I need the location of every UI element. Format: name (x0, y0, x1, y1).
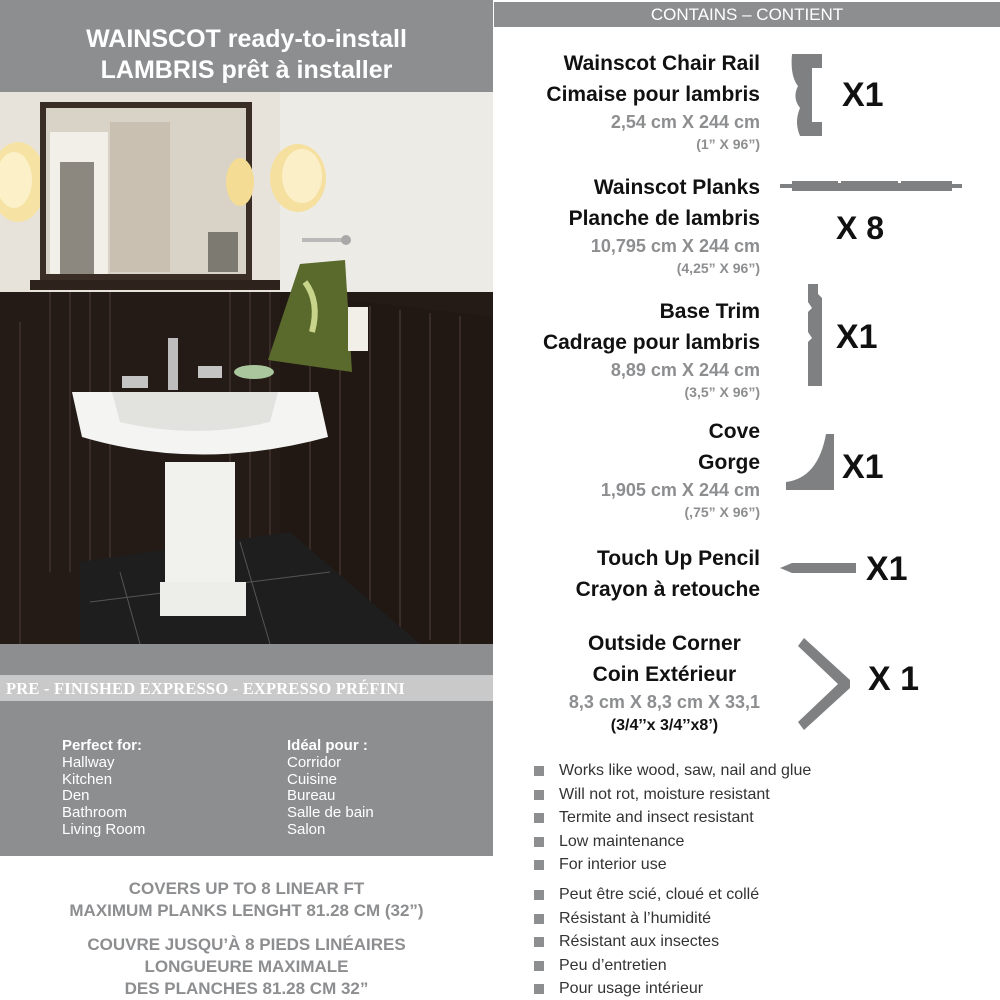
uses-item: Living Room (62, 820, 146, 838)
features-list-en (533, 759, 811, 877)
feature-item: For interior use (533, 853, 811, 877)
header-brand-en: WAINSCOT (86, 25, 221, 53)
coverage-en-line-1: COVERS UP TO 8 LINEAR FT (128, 879, 365, 898)
bathroom-illustration (0, 92, 493, 644)
item-name-fr: Gorge (698, 451, 760, 474)
header-tagline-fr: prêt à installer (221, 56, 393, 84)
uses-item: Corridor (287, 753, 342, 771)
item-cove (601, 416, 760, 522)
uses-item: Den (62, 787, 90, 805)
item-qty: X1 (866, 550, 908, 588)
uses-list-en (62, 738, 145, 839)
item-name-fr: Cimaise pour lambris (546, 83, 760, 106)
item-touch-up-pencil (576, 543, 760, 605)
feature-item: Low maintenance (533, 830, 811, 854)
item-name-fr: Planche de lambris (568, 207, 760, 230)
product-header (0, 0, 493, 92)
item-planks (569, 172, 760, 278)
coverage-en (0, 878, 493, 922)
coverage-fr-line-3: DES PLANCHES 81.28 CM 32” (124, 979, 369, 998)
uses-item: Kitchen (62, 770, 113, 788)
item-size-imperial: (4,25” X 96”) (676, 260, 760, 276)
feature-item: Peu d’entretien (533, 954, 759, 978)
item-size-metric: 8,89 cm X 244 cm (610, 360, 760, 380)
uses-item: Salon (287, 820, 326, 838)
outside-corner-profile-icon (798, 636, 854, 732)
coverage-fr-line-1: COUVRE JUSQU’À 8 PIEDS LINÉAIRES (87, 935, 406, 954)
item-size-metric: 1,905 cm X 244 cm (600, 480, 760, 500)
item-base-trim (543, 296, 760, 402)
uses-item: Cuisine (287, 770, 338, 788)
features-list-fr (533, 883, 759, 1000)
item-chair-rail (546, 48, 760, 154)
finish-title-bar (0, 675, 493, 701)
item-size-imperial: (1” X 96”) (696, 136, 760, 152)
feature-item: Résistant à l’humidité (533, 907, 759, 931)
item-size-imperial: (3/4’’x 3/4’’x8’) (610, 717, 719, 734)
feature-item: Peut être scié, cloué et collé (533, 883, 759, 907)
uses-item: Salle de bain (287, 804, 374, 822)
item-name-en: Base Trim (659, 300, 760, 323)
finish-panel (0, 644, 493, 856)
item-size-imperial: (3,5” X 96”) (684, 384, 760, 400)
uses-item: Bureau (287, 787, 336, 805)
item-size-imperial: (,75” X 96”) (684, 504, 760, 520)
item-qty: X 8 (836, 210, 885, 246)
item-size-metric: 8,3 cm X 8,3 cm X 33,1 (568, 692, 760, 712)
chair-rail-profile-icon (788, 52, 828, 138)
item-name-fr: Crayon à retouche (575, 578, 760, 601)
item-size-metric: 10,795 cm X 244 cm (590, 236, 760, 256)
contains-header: CONTAINS – CONTIENT (494, 2, 1000, 27)
item-name-en: Cove (708, 420, 760, 443)
pencil-icon (778, 560, 858, 576)
header-tagline-en: ready-to-install (227, 25, 407, 53)
coverage-en-line-2: MAXIMUM PLANKS LENGHT 81.28 CM (32”) (69, 901, 424, 920)
uses-heading-en: Perfect for: (62, 737, 143, 754)
feature-item: Works like wood, saw, nail and glue (533, 759, 811, 783)
header-line-1 (0, 24, 493, 55)
item-outside-corner (569, 628, 760, 738)
feature-item: Termite and insect resistant (533, 806, 811, 830)
uses-list-fr (287, 738, 374, 839)
item-name-en: Outside Corner (588, 632, 741, 655)
finish-title: PRE - FINISHED EXPRESSO - EXPRESSO PRÉFINI (6, 679, 405, 698)
base-trim-profile-icon (804, 282, 826, 388)
coverage-fr-line-2: LONGUEURE MAXIMALE (144, 957, 349, 976)
cove-profile-icon (784, 432, 836, 492)
feature-item: Will not rot, moisture resistant (533, 783, 811, 807)
item-name-fr: Coin Extérieur (592, 663, 737, 686)
uses-item: Bathroom (62, 804, 128, 822)
feature-item: Pour usage intérieur (533, 977, 759, 1000)
feature-item: Résistant aux insectes (533, 930, 759, 954)
item-qty: X1 (842, 76, 884, 114)
item-name-fr: Cadrage pour lambris (542, 331, 760, 354)
item-qty: X 1 (868, 660, 920, 698)
item-size-metric: 2,54 cm X 244 cm (610, 112, 760, 132)
item-name-en: Wainscot Planks (593, 176, 760, 199)
plank-profile-icon (778, 178, 964, 194)
bathroom-photo (0, 92, 493, 644)
header-brand-fr: LAMBRIS (100, 56, 215, 84)
item-qty: X1 (836, 318, 878, 356)
item-name-en: Wainscot Chair Rail (563, 52, 760, 75)
header-line-2 (0, 55, 493, 86)
uses-item: Hallway (62, 753, 115, 771)
item-name-en: Touch Up Pencil (597, 547, 760, 570)
coverage-fr (0, 934, 493, 1000)
uses-heading-fr: Idéal pour : (287, 737, 368, 754)
item-qty: X1 (842, 448, 884, 486)
